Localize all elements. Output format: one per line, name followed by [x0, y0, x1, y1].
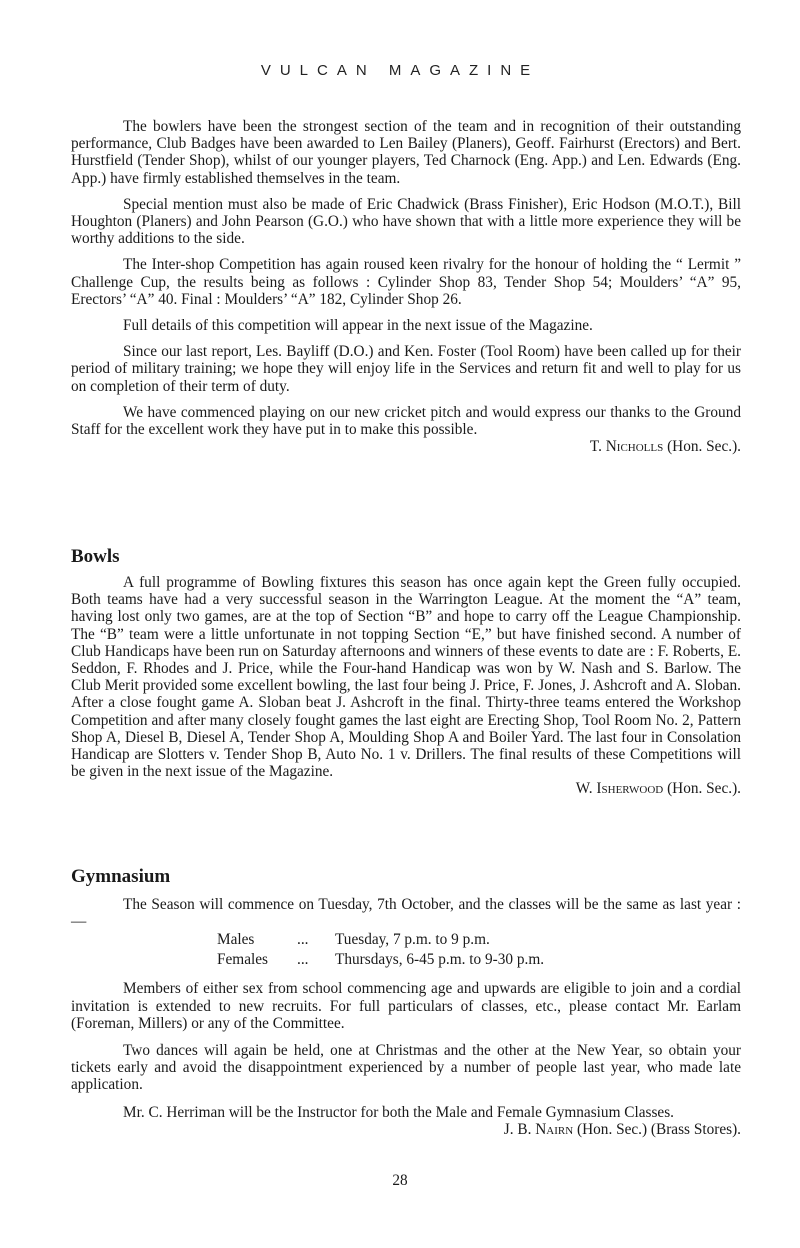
- running-head: VULCAN MAGAZINE: [260, 62, 540, 79]
- section-heading: Gymnasium: [71, 866, 171, 887]
- signature: [71, 780, 741, 797]
- schedule-time: Thursdays, 6-45 p.m. to 9-30 p.m.: [335, 951, 545, 969]
- section-heading: Bowls: [71, 546, 120, 567]
- paragraph: Since our last report, Les. Bayliff (D.O.) and Ken. Foster (Tool Room) have been called up for their period of military training; we hope they will enjoy life in the Services and return fit and well to play for us on completion of their term of duty.: [71, 343, 741, 395]
- signature-name: J. B. Nairn: [503, 1120, 574, 1138]
- schedule-row: [217, 950, 741, 970]
- signature: [71, 438, 741, 455]
- paragraph: The Season will commence on Tuesday, 7th October, and the classes will be the same as last year :—: [71, 896, 741, 931]
- schedule-time: Tuesday, 7 p.m. to 9 p.m.: [335, 931, 490, 949]
- signature-role: (Hon. Sec.).: [667, 438, 741, 456]
- signature-role: (Hon. Sec.).: [667, 780, 741, 798]
- bowls-section: [71, 546, 741, 798]
- schedule-row: [217, 930, 741, 950]
- paragraph: Full details of this competition will appear in the next issue of the Magazine.: [123, 317, 593, 335]
- paragraph: A full programme of Bowling fixtures this season has once again kept the Green fully occupied. Both teams have had a very successful season in the Warrington League. At the moment the “A” team, having lost only two games, are at the top of Section “B” and hope to carry off the League Championship. The “B” team were a little unfortunate in not topping Section “E,” but have finished second. A number of Club Handicaps have been run on Saturday afternoons and winners of these events to date are : F. Roberts, E. Seddon, F. Rhodes and J. Price, while the Four-hand Handicap was won by W. Nash and S. Barlow. The Club Merit provided some excellent bowling, the last four being J. Price, F. Jones, J. Ashcroft and A. Sloban. After a close fought game A. Sloban beat J. Ashcroft in the final. Thirty-three teams entered the Workshop Competition and after many closely fought games the last eight are Erecting Shop, Tool Room No. 2, Pattern Shop A, Diesel B, Diesel A, Tender Shop A, Moulding Shop A and Boiler Yard. The last four in Consolation Handicap are Slotters v. Tender Shop B, Auto No. 1 v. Drillers. The final results of these Competitions will be given in the next issue of the Magazine.: [71, 574, 741, 781]
- paragraph: Members of either sex from school commencing age and upwards are eligible to join and a cordial invitation is extended to new recruits. For full particulars of classes, etc., please contact Mr. Earlam (Foreman, Millers) or any of the Committee.: [71, 980, 741, 1032]
- paragraph: Two dances will again be held, one at Christmas and the other at the New Year, so obtain your tickets early and avoid the disappointment experienced by a number of people last year, who made late application.: [71, 1042, 741, 1094]
- signature-role: (Hon. Sec.) (Brass Stores).: [577, 1120, 741, 1138]
- paragraph: The Inter-shop Competition has again roused keen rivalry for the honour of holding the “ Lermit ” Challenge Cup, the results being as follows : Cylinder Shop 83, Tender Shop 54; Moulders’ “A” 95, Erectors’ “A” 40. Final : Moulders’ “A” 182, Cylinder Shop 26.: [71, 256, 741, 308]
- schedule-group: Females: [217, 951, 268, 969]
- schedule-group: Males: [217, 931, 255, 949]
- schedule-leader: ...: [297, 951, 309, 969]
- signature-name: T. Nicholls: [589, 438, 664, 456]
- signature-name: W. Isherwood: [575, 780, 664, 798]
- gymnasium-section: [71, 866, 741, 1138]
- page-number: 28: [392, 1172, 408, 1189]
- paragraph: The bowlers have been the strongest section of the team and in recognition of their outstanding performance, Club Badges have been awarded to Len Bailey (Planers), Geoff. Fairhurst (Erectors) and Bert. Hurstfield (Tender Shop), whilst of our younger players, Ted Charnock (Eng. App.) and Len. Edwards (Eng. App.) have firmly established themselves in the team.: [71, 118, 741, 187]
- cricket-section: [71, 118, 741, 455]
- paragraph: Special mention must also be made of Eric Chadwick (Brass Finisher), Eric Hodson (M.O.T.), Bill Houghton (Planers) and John Pearson (G.O.) who have shown that with a little more experience they will be worthy additions to the side.: [71, 195, 741, 248]
- paragraph: Mr. C. Herriman will be the Instructor for both the Male and Female Gymnasium Classes.: [123, 1103, 675, 1121]
- signature: [71, 1121, 741, 1138]
- schedule-leader: ...: [297, 931, 309, 949]
- paragraph: We have commenced playing on our new cricket pitch and would express our thanks to the Ground Staff for the excellent work they have put in to make this possible.: [71, 403, 741, 439]
- class-schedule: [217, 930, 741, 970]
